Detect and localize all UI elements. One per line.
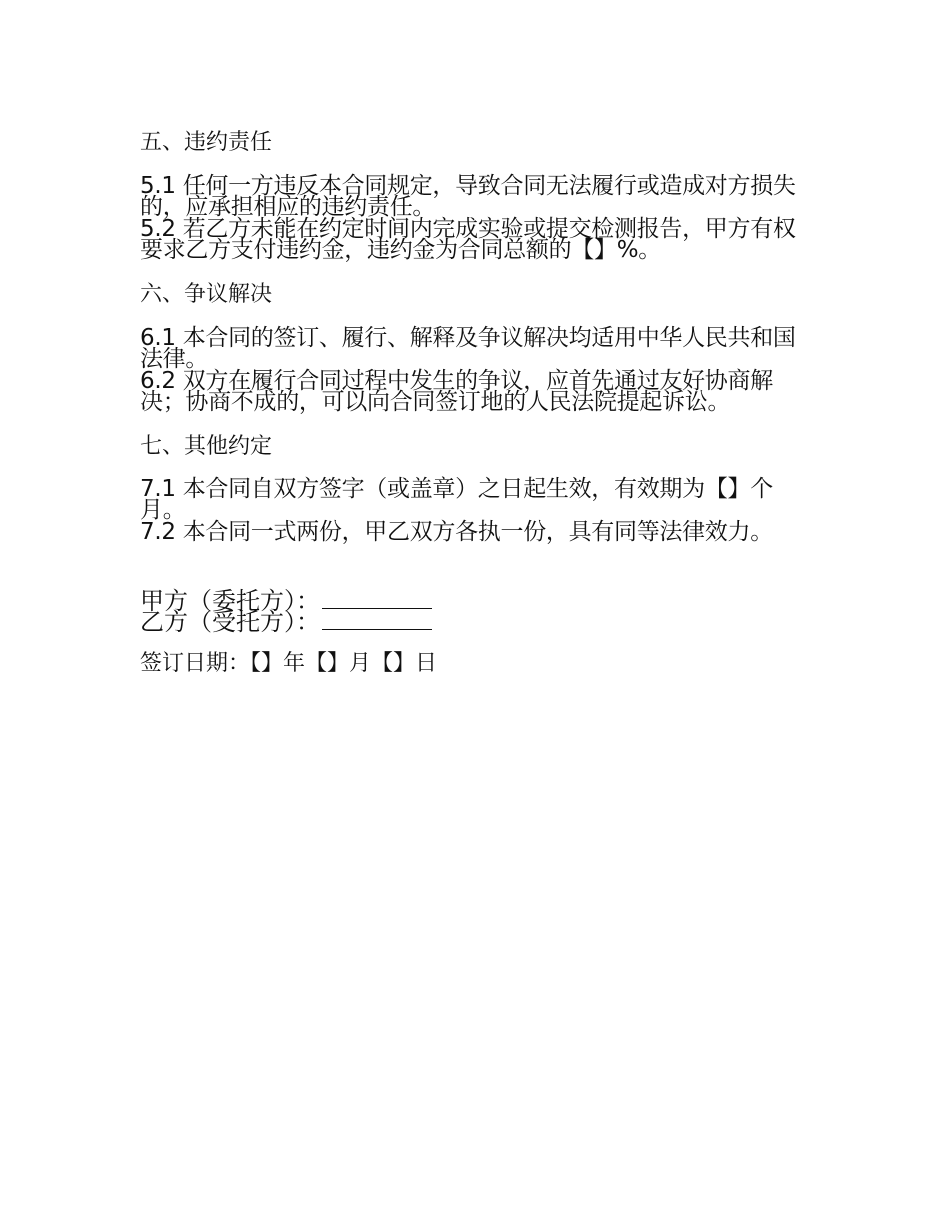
clause-7-2: 7.2 本合同一式两份，甲乙双方各执一份，具有同等法律效力。 — [140, 519, 773, 545]
section-title-other: 七、其他约定 — [140, 434, 273, 459]
signature-party-b-blank[interactable] — [322, 611, 432, 630]
sign-date: 签订日期：【】年【】月【】日 — [140, 651, 438, 676]
clause-6-2: 6.2 双方在履行合同过程中发生的争议，应首先通过友好协商解决；协商不成的，可以向合同签订地的人民法院提起诉讼。 — [140, 368, 773, 415]
clause-5-1: 5.1 任何一方违反本合同规定，导致合同无法履行或造成对方损失的，应承担相应的违约责任。 — [140, 173, 796, 220]
signature-party-a-blank[interactable] — [322, 590, 432, 609]
clause-7-1: 7.1 本合同自双方签字（或盖章）之日起生效，有效期为【】个月。 — [140, 476, 773, 523]
clause-5-2: 5.2 若乙方未能在约定时间内完成实验或提交检测报告，甲方有权要求乙方支付违约金，违约金为合同总额的【】%。 — [140, 216, 796, 263]
section-title-breach: 五、违约责任 — [140, 130, 273, 155]
clause-6-1: 6.1 本合同的签订、履行、解释及争议解决均适用中华人民共和国法律。 — [140, 325, 796, 372]
section-title-dispute: 六、争议解决 — [140, 282, 273, 307]
signature-party-a-label: 甲方（委托方）： — [140, 587, 320, 615]
signature-party-b — [140, 608, 432, 636]
signature-party-b-label: 乙方（受托方）： — [140, 608, 320, 636]
